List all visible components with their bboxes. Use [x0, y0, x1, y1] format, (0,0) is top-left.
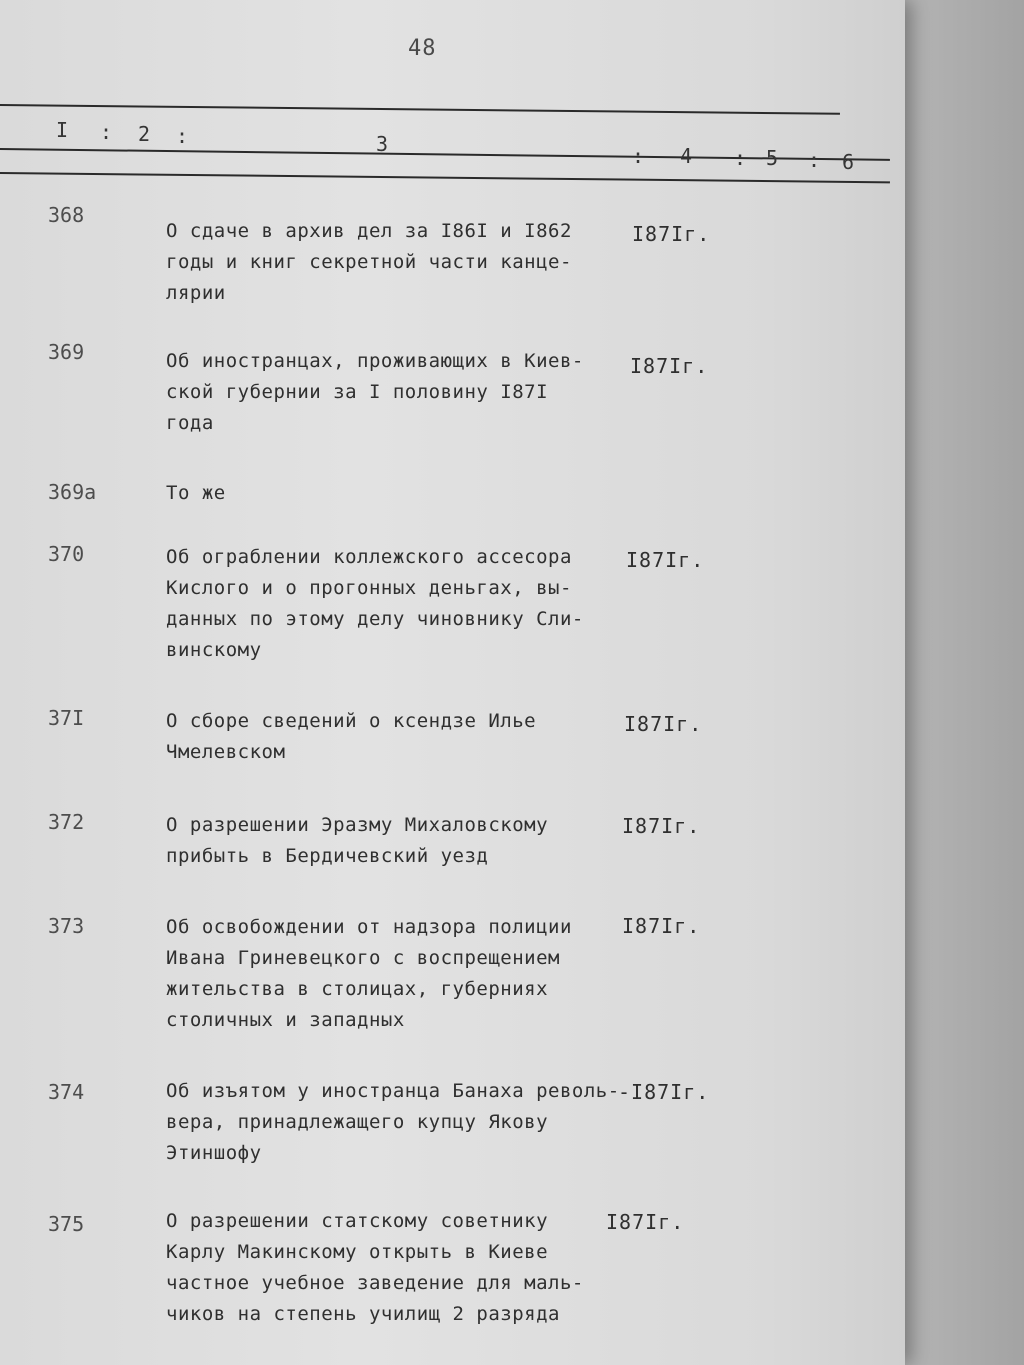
- entry-description: О разрешении Эразму Михаловскому прибыть в Бердичевский уезд: [166, 814, 549, 867]
- entry-number: 369а: [48, 480, 97, 504]
- header-rule-top: [0, 104, 840, 115]
- entry-description: Об ограблении коллежского ассесора Кислого и о прогонных деньгах, вы- данных по этому делу чиновнику Сли- винскому: [166, 546, 584, 661]
- entry-year: I87Iг.: [622, 914, 701, 938]
- column-separator: :: [176, 124, 189, 148]
- entry-year: I87Iг.: [624, 712, 703, 736]
- column-header-3: 3: [376, 132, 389, 156]
- entry-description: Об освобождении от надзора полиции Ивана Гриневецкого с воспрещением жительства в столицах, губерниях столичных и западных: [166, 916, 572, 1031]
- column-separator: :: [100, 120, 113, 144]
- entry-number: 374: [48, 1080, 85, 1104]
- entry-year: I87Iг.: [622, 814, 701, 838]
- entry-number: 370: [48, 542, 85, 566]
- page-number: 48: [408, 36, 437, 61]
- entry-description: Об иностранцах, проживающих в Киев- ской губернии за I половину I87I года: [166, 350, 584, 434]
- entry-description: То же: [166, 482, 226, 504]
- column-separator: :: [734, 146, 747, 170]
- underlying-page-edge: [900, 0, 1024, 1365]
- entry-description: О сборе сведений о ксендзе Илье Чмелевском: [166, 710, 537, 763]
- entry-year: I87Iг.: [606, 1210, 685, 1234]
- entry-number: 375: [48, 1212, 85, 1236]
- entry-number: 369: [48, 340, 85, 364]
- column-header-2: 2: [138, 122, 151, 146]
- entry-year: I87Iг.: [630, 354, 709, 378]
- column-header-4: 4: [680, 144, 693, 168]
- entry-description: О сдаче в архив дел за I86I и I862 годы и книг секретной части канце- лярии: [166, 220, 572, 304]
- column-header-1: I: [56, 118, 69, 142]
- entry-number: 372: [48, 810, 85, 834]
- entry-description: Об изъятом у иностранца Банаха револь- вера, принадлежащего купцу Якову Этиншофу: [166, 1080, 620, 1164]
- entry-number: 373: [48, 914, 85, 938]
- column-header-6: 6: [842, 150, 855, 174]
- entry-number: 37I: [48, 706, 85, 730]
- column-separator: :: [632, 144, 645, 168]
- header-rule-bottom: [0, 172, 890, 183]
- entry-year: I87Iг.: [632, 222, 711, 246]
- header-rule-middle: [0, 148, 890, 161]
- entry-year: -I87Iг.: [618, 1080, 710, 1104]
- column-header-5: 5: [766, 146, 779, 170]
- entry-year: I87Iг.: [626, 548, 705, 572]
- column-separator: :: [808, 148, 821, 172]
- entry-description: О разрешении статскому советнику Карлу Макинскому открыть в Киеве частное учебное заведение для маль- чиков на степень училищ 2 разряда: [166, 1210, 584, 1325]
- entry-number: 368: [48, 203, 85, 227]
